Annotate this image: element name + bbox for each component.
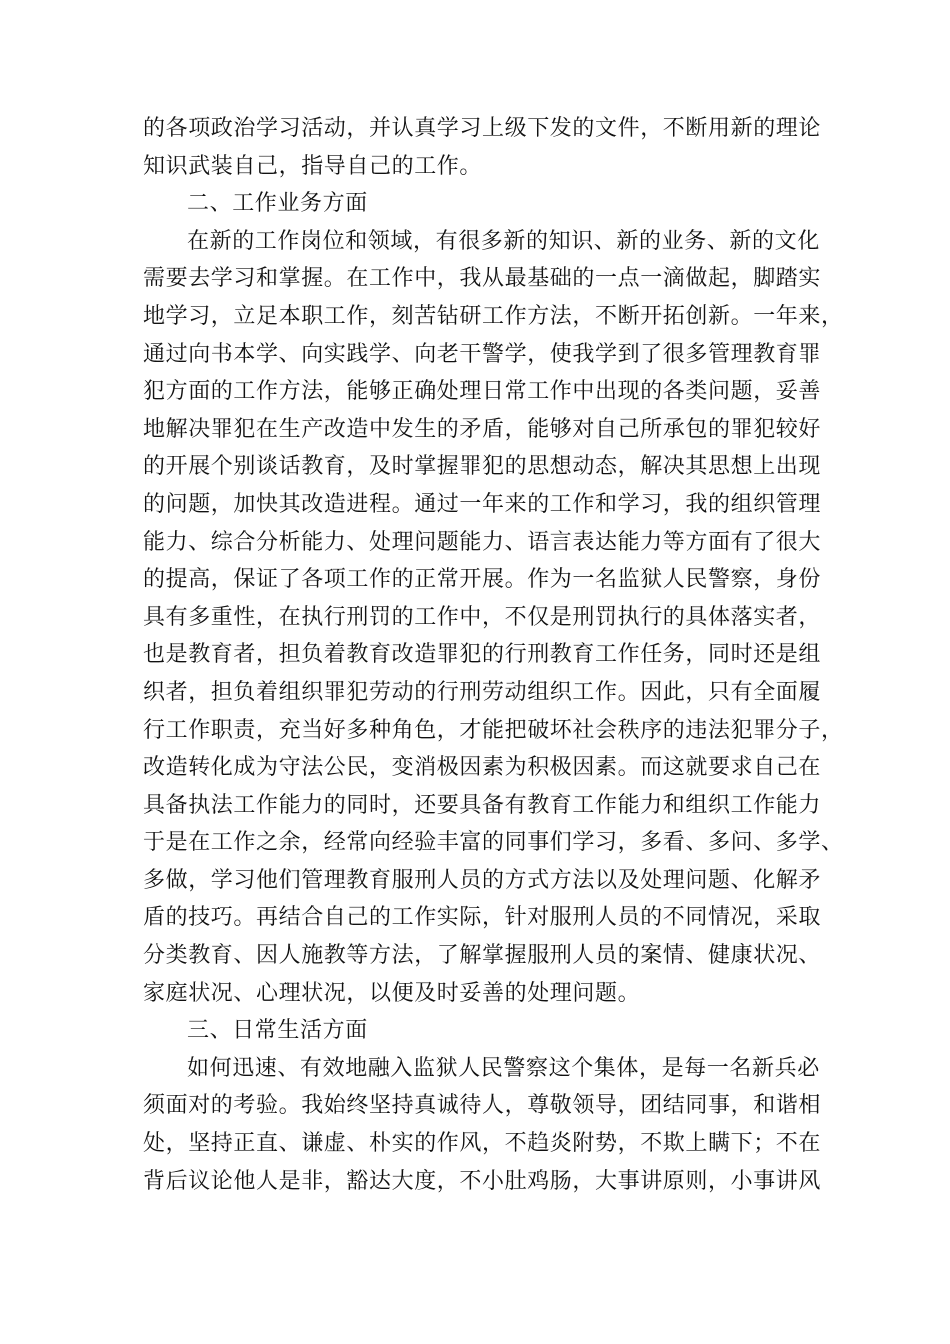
text-line: 三、日常生活方面 [187, 1018, 368, 1044]
text-line: 也是教育者，担负着教育改造罪犯的行刑教育工作任务，同时还是组 [143, 642, 822, 668]
text-line: 地学习，立足本职工作，刻苦钻研工作方法，不断开拓创新。一年来， [143, 303, 844, 329]
document-body [143, 110, 844, 1200]
text-line: 的各项政治学习活动，并认真学习上级下发的文件，不断用新的理论 [143, 116, 822, 141]
text-line: 的开展个别谈话教育，及时掌握罪犯的思想动态，解决其思想上出现 [143, 454, 822, 480]
text-line: 背后议论他人是非，豁达大度，不小肚鸡肠，大事讲原则，小事讲风 [143, 1168, 822, 1194]
text-line: 于是在工作之余，经常向经验丰富的同事们学习，多看、多问、多学、 [143, 830, 844, 856]
text-line: 能力、综合分析能力、处理问题能力、语言表达能力等方面有了很大 [143, 529, 822, 555]
text-line: 家庭状况、心理状况，以便及时妥善的处理问题。 [143, 980, 641, 1006]
text-line: 具备执法工作能力的同时，还要具备有教育工作能力和组织工作能力 [143, 792, 822, 818]
text-line: 二、工作业务方面 [187, 191, 368, 217]
text-line: 分类教育、因人施教等方法，了解掌握服刑人员的案情、健康状况、 [143, 943, 822, 969]
text-line: 改造转化成为守法公民，变消极因素为积极因素。而这就要求自己在 [143, 755, 822, 781]
text-line: 的提高，保证了各项工作的正常开展。作为一名监狱人民警察，身份 [143, 567, 822, 593]
text-line: 处，坚持正直、谦虚、朴实的作风，不趋炎附势，不欺上瞒下；不在 [143, 1131, 822, 1157]
text-line: 如何迅速、有效地融入监狱人民警察这个集体，是每一名新兵必 [187, 1055, 820, 1081]
text-line: 地解决罪犯在生产改造中发生的矛盾，能够对自己所承包的罪犯较好 [143, 416, 822, 442]
text-line: 多做，学习他们管理教育服刑人员的方式方法以及处理问题、化解矛 [143, 867, 822, 893]
text-line: 盾的技巧。再结合自己的工作实际，针对服刑人员的不同情况，采取 [143, 905, 822, 931]
text-line: 行工作职责，充当好多种角色，才能把破坏社会秩序的违法犯罪分子， [143, 717, 844, 743]
text-line: 犯方面的工作方法，能够正确处理日常工作中出现的各类问题，妥善 [143, 379, 822, 405]
text-line: 知识武装自己，指导自己的工作。 [143, 153, 483, 179]
text-line: 的问题，加快其改造进程。通过一年来的工作和学习，我的组织管理 [143, 491, 822, 517]
text-line: 在新的工作岗位和领域，有很多新的知识、新的业务、新的文化 [187, 228, 820, 254]
text-line: 织者，担负着组织罪犯劳动的行刑劳动组织工作。因此，只有全面履 [143, 679, 822, 705]
text-line: 具有多重性，在执行刑罚的工作中，不仅是刑罚执行的具体落实者， [143, 604, 822, 630]
text-line: 通过向书本学、向实践学、向老干警学，使我学到了很多管理教育罪 [143, 341, 822, 367]
text-line: 须面对的考验。我始终坚持真诚待人，尊敬领导，团结同事，和谐相 [143, 1093, 822, 1119]
text-line: 需要去学习和掌握。在工作中，我从最基础的一点一滴做起，脚踏实 [143, 266, 822, 292]
